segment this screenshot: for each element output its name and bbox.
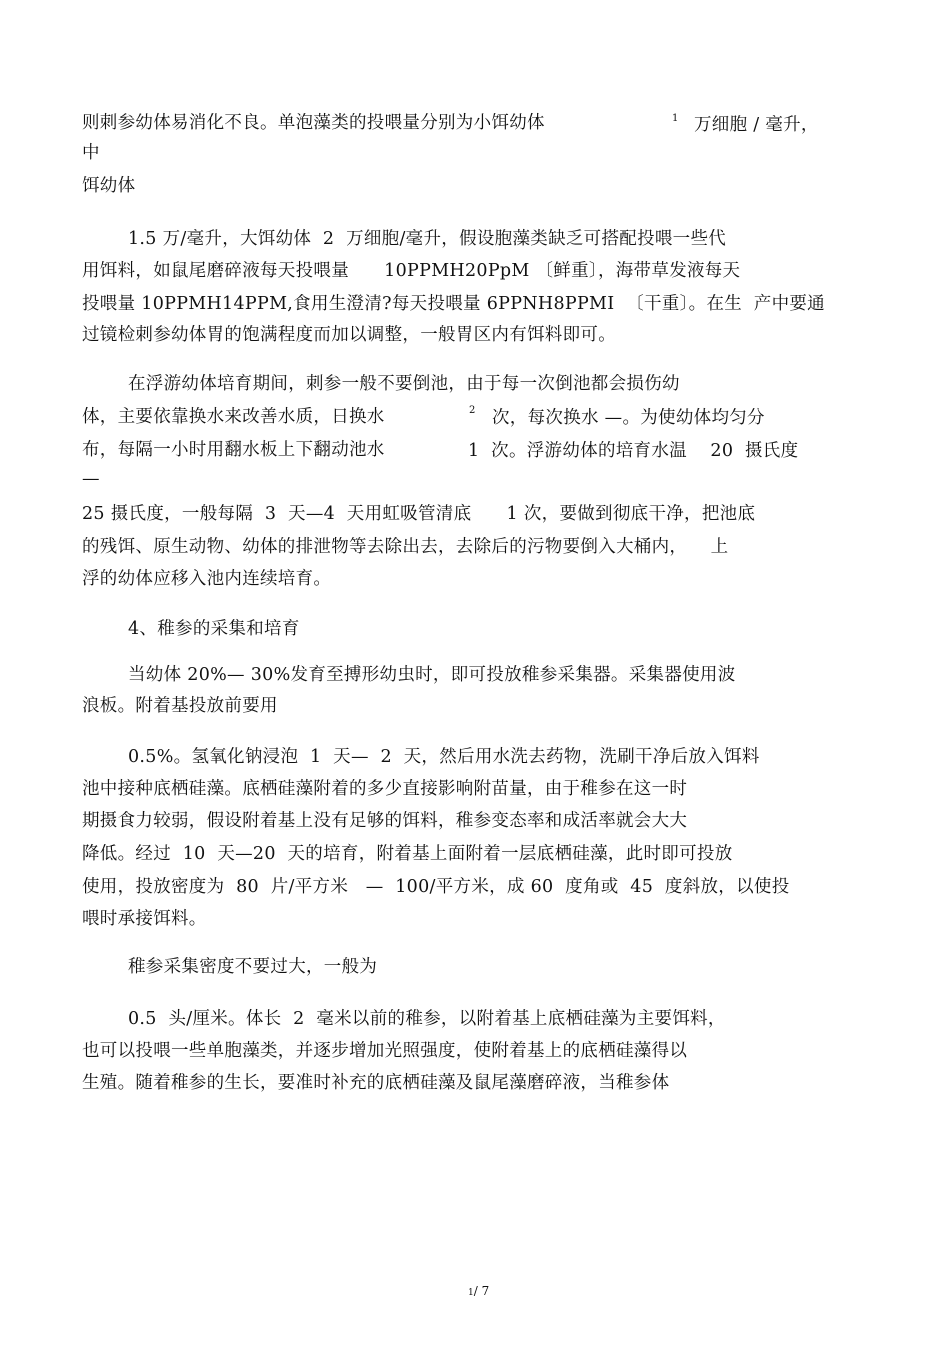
text-line: 过镜检刺参幼体胃的饱满程度而加以调整，一般胃区内有饵料即可。 xyxy=(82,325,616,345)
text-line: 生殖。随着稚参的生长，要准时补充的底栖硅藻及鼠尾藻磨碎液，当稚参体 xyxy=(82,1073,670,1093)
text-line: 稚参采集密度不要过大，一般为 xyxy=(128,957,378,977)
text-line: 布，每隔一小时用翻水板上下翻动池水 xyxy=(82,440,385,460)
text-line: 池中接种底栖硅藻。底栖硅藻附着的多少直接影响附苗量，由于稚参在这一时 xyxy=(82,779,688,799)
superscript: 2 xyxy=(469,405,476,416)
text-line: 的残饵、原生动物、幼体的排泄物等去除出去，去除后的污物要倒入大桶内， 上 xyxy=(82,537,729,557)
text-line: 降低。经过 10 天—20 天的培育，附着基上面附着一层底栖硅藻，此时即可投放 xyxy=(82,844,733,864)
page-number: 1 xyxy=(468,1288,474,1298)
page-footer xyxy=(468,1284,489,1300)
text-line: 万细胞 / 毫升， xyxy=(694,115,819,135)
text-line: 1.5 万/毫升，大饵幼体 2 万细胞/毫升，假设胞藻类缺乏可搭配投喂一些代 xyxy=(128,229,727,249)
text-line: 投喂量 10PPMH14PPM,食用生澄清?每天投喂量 6PPNH8PPMI 〔干重〕。在生 产中要通 xyxy=(82,294,825,314)
text-line: 期摄食力较弱，假设附着基上没有足够的饵料，稚参变态率和成活率就会大大 xyxy=(82,811,688,831)
text-line: 喂时承接饵料。 xyxy=(82,909,207,929)
superscript: 1 xyxy=(672,113,679,124)
text-line: 25 摄氏度，一般每隔 3 天—4 天用虹吸管清底 1 次，要做到彻底干净，把池底 xyxy=(82,504,756,524)
text-line: 也可以投喂一些单胞藻类，并逐步增加光照强度，使附着基上的底栖硅藻得以 xyxy=(82,1041,688,1061)
text-line: 0.5 头/厘米。体长 2 毫米以前的稚参，以附着基上底栖硅藻为主要饵料， xyxy=(128,1009,726,1029)
text-line: 浪板。附着基投放前要用 xyxy=(82,696,278,716)
page-total: 7 xyxy=(481,1284,490,1298)
text-line: 则刺参幼体易消化不良。单泡藻类的投喂量分别为小饵幼体 xyxy=(82,113,545,133)
section-heading: 4、稚参的采集和培育 xyxy=(128,619,300,639)
page-separator: / xyxy=(473,1284,478,1298)
text-line: 体，主要依靠换水来改善水质，日换水 xyxy=(82,407,385,427)
text-line: 中 xyxy=(82,143,100,163)
text-line: 在浮游幼体培育期间，刺参一般不要倒池，由于每一次倒池都会损伤幼 xyxy=(128,374,680,394)
text-line: — xyxy=(82,469,100,489)
text-line: 使用，投放密度为 80 片/平方米 — 100/平方米，成 60 度角或 45 度斜放，以使投 xyxy=(82,877,790,897)
text-line: 当幼体 20%— 30%发育至搏形幼虫时，即可投放稚参采集器。采集器使用波 xyxy=(128,665,736,685)
text-line: 浮的幼体应移入池内连续培育。 xyxy=(82,569,332,589)
text-line: 用饵料，如鼠尾磨碎液每天投喂量 10PPMH20PpM 〔鲜重〕，海带草发液每天 xyxy=(82,261,741,281)
text-line: 饵幼体 xyxy=(82,176,136,196)
text-line: 次，每次换水 —。为使幼体均匀分 xyxy=(492,408,765,428)
text-line: 1 次。浮游幼体的培育水温 20 摄氏度 xyxy=(468,441,799,461)
text-line: 0.5%。氢氧化钠浸泡 1 天— 2 天，然后用水洗去药物，洗刷干净后放入饵料 xyxy=(128,747,760,767)
